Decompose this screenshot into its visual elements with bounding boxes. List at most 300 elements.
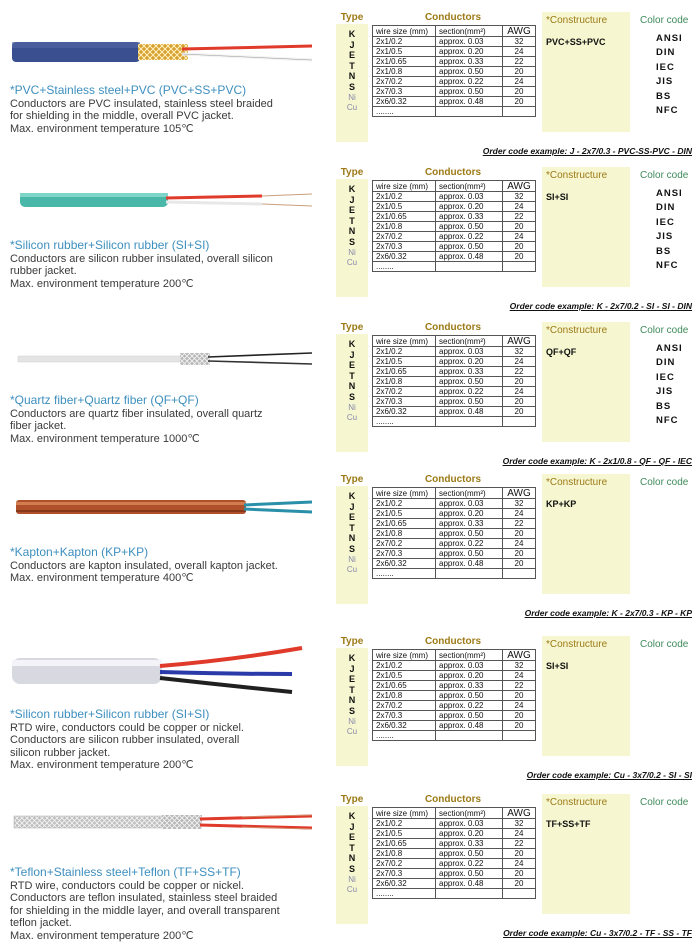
conductors-header: Conductors [424,474,482,485]
table-row [373,232,536,242]
wire-size-cell: 2x1/0.8 [373,849,436,859]
type-letter: Ni [348,554,356,564]
table-row [373,539,536,549]
awg-header: AWG [503,336,536,347]
section-header: section(mm²) [436,336,503,347]
table-header-row [373,336,536,347]
table-row [373,499,536,509]
awg-cell: 24 [503,47,536,57]
cable-section [0,167,700,317]
section-cell: approx. 0.20 [436,509,503,519]
table-row [373,67,536,77]
wire-size-cell: 2x1/0.8 [373,529,436,539]
section-cell: approx. 0.22 [436,539,503,549]
awg-cell: 20 [503,97,536,107]
awg-cell: 20 [503,529,536,539]
awg-cell: 24 [503,77,536,87]
color-code-item: NFC [656,105,679,117]
table-row [373,869,536,879]
color-code-item: IEC [656,371,675,383]
type-list [336,653,368,738]
section-cell: approx. 0.33 [436,367,503,377]
description-line: silicon rubber jacket. [10,746,111,759]
constructure-column-bg [542,474,630,594]
constructure-header: *Constructure [546,797,608,808]
constructure-header: *Constructure [546,15,608,26]
table-row [373,859,536,869]
section-cell: approx. 0.22 [436,232,503,242]
type-letter: K [348,184,356,194]
type-list [336,29,368,114]
cable-description [10,708,328,772]
type-letter: K [348,653,356,663]
conductor-table [372,335,536,427]
table-row [373,37,536,47]
description-line: rubber jacket. [10,265,77,277]
type-letter: S [348,705,355,716]
wire-size-cell: 2x1/0.2 [373,347,436,357]
section-cell: approx. 0.48 [436,252,503,262]
section-cell: approx. 0.50 [436,691,503,701]
section-cell: approx. 0.03 [436,347,503,357]
section-header: section(mm²) [436,650,503,661]
table-row [373,357,536,367]
type-letter: T [349,215,355,226]
awg-cell: 22 [503,367,536,377]
awg-cell: 20 [503,242,536,252]
color-code-item: BS [656,400,672,412]
type-letter: Cu [346,727,358,737]
section-cell: approx. 0.20 [436,671,503,681]
section-cell: approx. 0.48 [436,559,503,569]
type-letter: T [349,684,355,695]
description-line: RTD wire, conductors could be copper or nickel. [10,879,244,892]
type-letter: Ni [348,874,356,884]
cable-section [0,12,700,162]
cable-section [0,322,700,472]
color-code-header: Color code [640,797,689,808]
table-row [373,529,536,539]
awg-cell: 24 [503,701,536,711]
description-line: Conductors are silicon rubber insulated, overall [10,734,240,746]
awg-header: AWG [503,181,536,192]
awg-cell: 24 [503,829,536,839]
type-letter: T [349,370,355,381]
cable-title: *Quartz fiber+Quartz fiber (QF+QF) [10,393,199,407]
color-code-item: NFC [656,415,679,427]
section-cell: approx. 0.20 [436,829,503,839]
constructure-value: KP+KP [546,499,577,509]
type-header: Type [340,322,364,333]
section-cell: approx. 0.22 [436,701,503,711]
table-header-row [373,650,536,661]
conductor-table [372,180,536,272]
type-letter: E [348,50,355,61]
color-code-header: Color code [640,170,689,181]
awg-cell: 32 [503,661,536,671]
awg-cell: 20 [503,721,536,731]
wire-size-cell: 2x6/0.32 [373,97,436,107]
wire-size-cell: 2x1/0.5 [373,829,436,839]
ellipsis-cell: ........ [373,569,436,579]
wire-size-cell: 2x1/0.8 [373,377,436,387]
awg-cell: 20 [503,252,536,262]
table-row [373,879,536,889]
constructure-value: TF+SS+TF [546,819,591,829]
color-code-item: ANSI [656,188,683,199]
awg-cell: 22 [503,57,536,67]
color-code-list [656,187,692,273]
order-code-example: Order code example: K - 2x7/0.2 - SI - SI - DIN [509,301,692,311]
type-list [336,184,368,269]
description-line: Max. environment temperature 200℃ [10,929,194,942]
type-letter: N [348,853,356,864]
awg-cell: 24 [503,671,536,681]
wire-size-cell: 2x7/0.3 [373,87,436,97]
type-header: Type [340,167,364,178]
wire-size-cell: 2x1/0.5 [373,357,436,367]
wire-size-cell: 2x1/0.65 [373,519,436,529]
constructure-column-bg [542,322,630,442]
awg-cell: 32 [503,347,536,357]
type-letter: N [348,71,356,82]
ellipsis-cell: ........ [373,417,436,427]
wire-size-cell: 2x7/0.3 [373,549,436,559]
color-code-header: Color code [640,325,689,336]
table-row [373,87,536,97]
section-header: section(mm²) [436,488,503,499]
wire-size-cell: 2x1/0.2 [373,661,436,671]
section-cell: approx. 0.50 [436,67,503,77]
wire-size-cell: 2x6/0.32 [373,252,436,262]
color-code-item: DIN [656,357,676,369]
conductors-header: Conductors [424,167,482,178]
wire-size-cell: 2x1/0.65 [373,839,436,849]
description-line: Max. environment temperature 400℃ [10,572,194,584]
type-letter: J [349,39,355,50]
cable-title: *PVC+Stainless steel+PVC (PVC+SS+PVC) [10,83,247,97]
wire-size-cell: 2x7/0.3 [373,711,436,721]
awg-header: AWG [503,650,536,661]
table-row [373,711,536,721]
description-line: Conductors are teflon insulated, stainless steel braided [10,892,278,904]
awg-cell: 24 [503,232,536,242]
color-code-item: NFC [656,260,679,272]
wire-size-header: wire size (mm) [373,181,436,192]
table-row [373,661,536,671]
awg-cell: 20 [503,869,536,879]
type-letter: Cu [346,565,358,575]
wire-size-cell: 2x1/0.5 [373,671,436,681]
table-row [373,377,536,387]
type-letter: S [348,81,355,92]
table-header-row [373,488,536,499]
type-letter: K [348,491,356,501]
awg-cell: 20 [503,222,536,232]
awg-cell: 24 [503,859,536,869]
order-code-example: Order code example: Cu - 3x7/0.2 - TF - SS - TF [503,928,692,938]
description-line: teflon jacket. [10,917,72,929]
wire-size-cell: 2x1/0.5 [373,509,436,519]
awg-cell: 32 [503,819,536,829]
color-code-item: JIS [656,386,674,398]
section-cell: approx. 0.03 [436,499,503,509]
color-code-header: Color code [640,15,689,26]
section-cell: approx. 0.48 [436,97,503,107]
wire-size-cell: 2x1/0.65 [373,212,436,222]
conductors-header: Conductors [424,794,482,805]
awg-cell: 24 [503,387,536,397]
wire-size-cell: 2x1/0.65 [373,367,436,377]
wire-size-cell: 2x1/0.8 [373,67,436,77]
wire-size-cell: 2x1/0.2 [373,819,436,829]
table-row [373,849,536,859]
type-letter: Cu [346,103,358,113]
section-cell: approx. 0.50 [436,869,503,879]
conductor-table [372,649,536,741]
wire-size-header: wire size (mm) [373,26,436,37]
cable-description [10,546,328,585]
type-letter: J [349,663,355,674]
cable-description [10,866,328,942]
type-letter: K [348,811,356,821]
ellipsis-cell: ........ [373,262,436,272]
awg-cell: 20 [503,87,536,97]
table-row [373,519,536,529]
awg-cell: 20 [503,67,536,77]
section-header: section(mm²) [436,26,503,37]
type-header: Type [340,636,364,647]
awg-header: AWG [503,808,536,819]
wire-size-cell: 2x1/0.5 [373,202,436,212]
cable-title: *Silicon rubber+Silicon rubber (SI+SI) [10,707,210,721]
wire-size-cell: 2x7/0.3 [373,397,436,407]
type-letter: E [348,512,355,523]
type-letter: E [348,832,355,843]
cable-description [10,239,328,290]
type-letter: Ni [348,402,356,412]
cable-title: *Silicon rubber+Silicon rubber (SI+SI) [10,238,210,252]
section-cell: approx. 0.48 [436,407,503,417]
description-line: Max. environment temperature 105℃ [10,122,194,135]
table-row [373,721,536,731]
wire-size-cell: 2x7/0.2 [373,387,436,397]
section-cell: approx. 0.22 [436,77,503,87]
table-row [373,222,536,232]
wire-size-header: wire size (mm) [373,336,436,347]
table-row [373,549,536,559]
color-code-list [656,342,692,428]
section-cell: approx. 0.20 [436,47,503,57]
table-row [373,97,536,107]
table-row [373,347,536,357]
ellipsis-cell: ........ [373,889,436,899]
constructure-header: *Constructure [546,639,608,650]
awg-cell: 24 [503,539,536,549]
constructure-header: *Constructure [546,325,608,336]
section-cell: approx. 0.03 [436,37,503,47]
conductors-header: Conductors [424,322,482,333]
ellipsis-cell: ........ [373,731,436,741]
table-row [373,701,536,711]
color-code-item: ANSI [656,343,683,354]
table-row [373,839,536,849]
constructure-header: *Constructure [546,477,608,488]
type-letter: Ni [348,247,356,257]
table-row [373,242,536,252]
table-row [373,57,536,67]
type-letter: E [348,674,355,685]
type-letter: N [348,381,356,392]
cable-section [0,474,700,624]
wire-size-header: wire size (mm) [373,808,436,819]
description-line: Conductors are quartz fiber insulated, overall quartz [10,407,263,420]
type-letter: S [348,236,355,247]
table-row [373,367,536,377]
table-header-row [373,808,536,819]
order-code-example: Order code example: J - 2x7/0.3 - PVC-SS-PVC - DIN [482,146,692,156]
table-row [373,559,536,569]
description-line: Max. environment temperature 1000℃ [10,432,200,445]
table-row [373,252,536,262]
section-cell: approx. 0.50 [436,711,503,721]
conductors-header: Conductors [424,636,482,647]
description-line: Max. environment temperature 200℃ [10,759,194,771]
color-code-item: JIS [656,76,674,88]
wire-size-cell: 2x1/0.65 [373,57,436,67]
type-letter: J [349,194,355,205]
cable-description [10,394,328,445]
type-letter: Cu [346,258,358,268]
section-cell: approx. 0.33 [436,57,503,67]
wire-size-cell: 2x1/0.2 [373,37,436,47]
awg-cell: 32 [503,192,536,202]
color-code-item: DIN [656,47,676,59]
type-header: Type [340,12,364,23]
wire-size-cell: 2x1/0.65 [373,681,436,691]
section-header: section(mm²) [436,808,503,819]
type-letter: K [348,29,356,39]
table-row [373,77,536,87]
constructure-column-bg [542,167,630,287]
cable-illustration [12,798,320,858]
type-letter: Ni [348,92,356,102]
section-cell: approx. 0.50 [436,377,503,387]
awg-cell: 24 [503,509,536,519]
section-cell: approx. 0.50 [436,222,503,232]
wire-size-cell: 2x6/0.32 [373,721,436,731]
type-header: Type [340,794,364,805]
type-letter: T [349,60,355,71]
awg-cell: 20 [503,377,536,387]
cable-description [10,84,328,135]
conductor-table [372,25,536,117]
conductor-table [372,807,536,899]
table-row [373,192,536,202]
description-line: RTD wire, conductors could be copper or nickel. [10,721,244,734]
table-row [373,262,536,272]
wire-size-cell: 2x7/0.3 [373,869,436,879]
wire-size-cell: 2x1/0.5 [373,47,436,57]
section-cell: approx. 0.50 [436,529,503,539]
section-cell: approx. 0.50 [436,87,503,97]
wire-size-cell: 2x7/0.3 [373,242,436,252]
color-code-list [656,32,692,118]
section-cell: approx. 0.33 [436,681,503,691]
awg-cell: 32 [503,499,536,509]
constructure-column-bg [542,794,630,914]
constructure-value: SI+SI [546,192,569,202]
awg-cell: 20 [503,711,536,721]
order-code-example: Order code example: K - 2x1/0.8 - QF - QF - IEC [502,456,692,466]
section-cell: approx. 0.22 [436,859,503,869]
constructure-value: QF+QF [546,347,577,357]
type-letter: E [348,360,355,371]
awg-cell: 20 [503,407,536,417]
awg-cell: 24 [503,202,536,212]
section-cell: approx. 0.20 [436,357,503,367]
type-letter: S [348,543,355,554]
table-row [373,671,536,681]
wire-size-cell: 2x6/0.32 [373,559,436,569]
section-cell: approx. 0.48 [436,721,503,731]
color-code-item: DIN [656,202,676,214]
type-list [336,811,368,896]
awg-cell: 20 [503,559,536,569]
section-cell: approx. 0.33 [436,212,503,222]
section-cell: approx. 0.03 [436,192,503,202]
table-row [373,829,536,839]
table-row [373,731,536,741]
table-row [373,202,536,212]
table-row [373,889,536,899]
table-row [373,569,536,579]
table-row [373,691,536,701]
section-cell: approx. 0.50 [436,849,503,859]
type-letter: N [348,533,356,544]
wire-size-cell: 2x7/0.2 [373,77,436,87]
section-cell: approx. 0.22 [436,387,503,397]
description-line: Max. environment temperature 200℃ [10,277,194,290]
table-row [373,107,536,117]
section-cell: approx. 0.33 [436,839,503,849]
color-code-header: Color code [640,477,689,488]
awg-cell: 22 [503,681,536,691]
wire-size-header: wire size (mm) [373,488,436,499]
type-letter: T [349,842,355,853]
cable-title: *Kapton+Kapton (KP+KP) [10,545,149,559]
color-code-item: BS [656,90,672,102]
wire-size-cell: 2x7/0.2 [373,859,436,869]
constructure-column-bg [542,636,630,756]
wire-size-cell: 2x7/0.2 [373,232,436,242]
type-letter: S [348,391,355,402]
type-letter: E [348,205,355,216]
constructure-column-bg [542,12,630,132]
type-letter: N [348,695,356,706]
wire-size-cell: 2x1/0.8 [373,691,436,701]
constructure-value: PVC+SS+PVC [546,37,606,47]
type-letter: T [349,522,355,533]
cable-illustration [12,171,320,231]
wire-size-header: wire size (mm) [373,650,436,661]
type-list [336,491,368,576]
type-letter: N [348,226,356,237]
awg-cell: 20 [503,397,536,407]
conductors-header: Conductors [424,12,482,23]
table-row [373,212,536,222]
table-row [373,397,536,407]
